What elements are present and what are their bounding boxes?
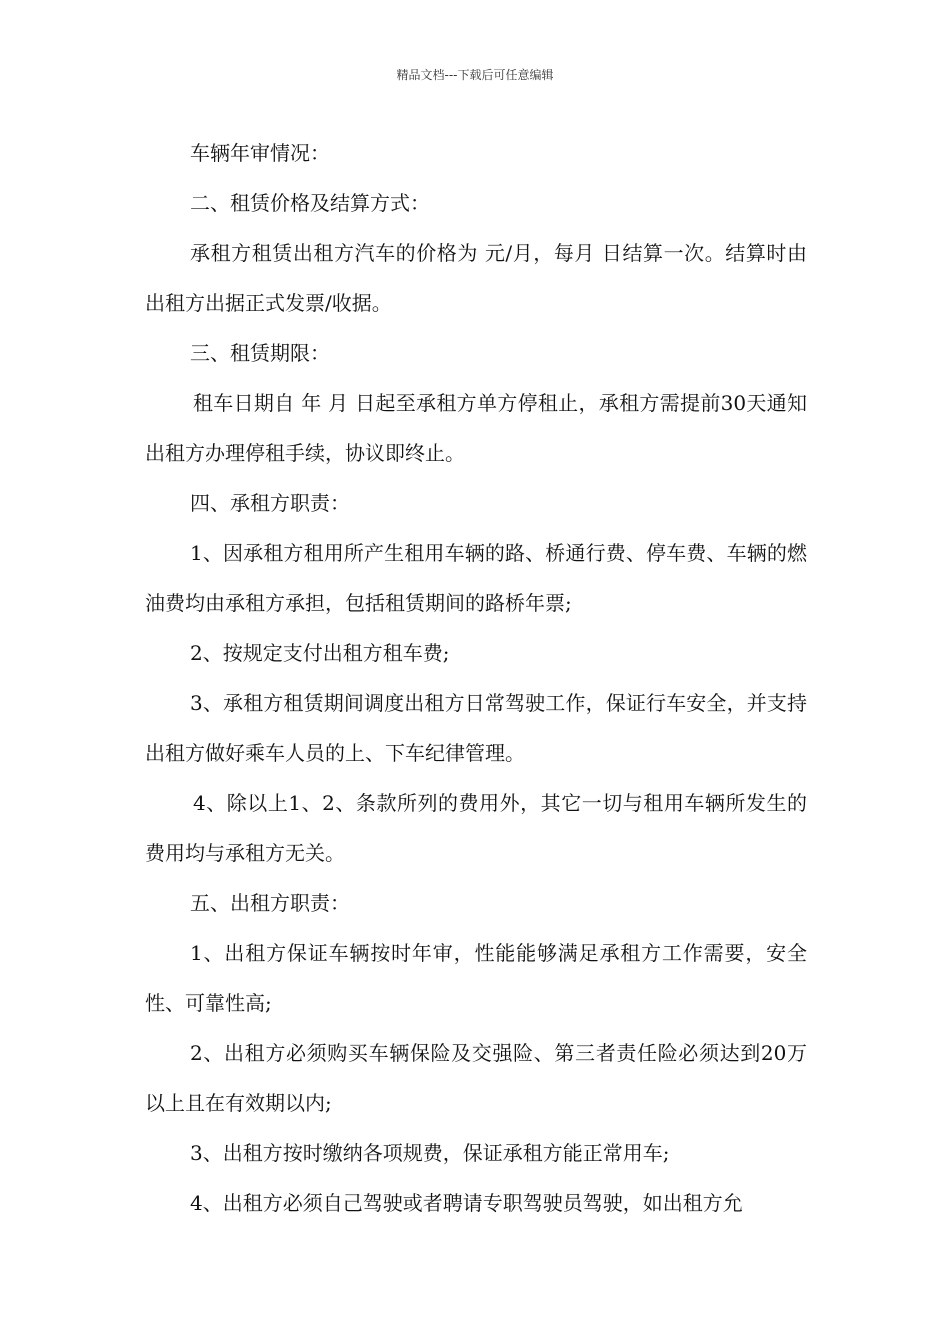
section-heading-lessor-duties: 五、出租方职责： <box>190 891 350 915</box>
paragraph-lessee-duty-2: 2、按规定支付出租方租车费; <box>190 641 450 665</box>
paragraph-term: 租车日期自 年 月 日起至承租方单方停租止，承租方需提前30天通知出租方办理停租手续，协议即终止。 <box>145 391 807 465</box>
section-heading-lessee-duties: 四、承租方职责： <box>190 491 350 515</box>
section-heading-term: 三、租赁期限： <box>190 341 330 365</box>
paragraph-lessee-duty-4: 4、除以上1、2、条款所列的费用外，其它一切与租用车辆所发生的费用均与承租方无关。 <box>145 791 807 865</box>
paragraph-lessor-duty-4: 4、出租方必须自己驾驶或者聘请专职驾驶员驾驶，如出租方允 <box>190 1191 743 1215</box>
paragraph-lessor-duty-3: 3、出租方按时缴纳各项规费，保证承租方能正常用车; <box>190 1141 670 1165</box>
paragraph-lessor-duty-1: 1、出租方保证车辆按时年审，性能能够满足承租方工作需要，安全性、可靠性高; <box>145 941 807 1015</box>
paragraph-lessor-duty-2: 2、出租方必须购买车辆保险及交强险、第三者责任险必须达到20万以上且在有效期以内; <box>145 1041 807 1115</box>
paragraph-inspection-status: 车辆年审情况： <box>190 141 330 165</box>
paragraph-price: 承租方租赁出租方汽车的价格为 元/月，每月 日结算一次。结算时由出租方出据正式发票/收据。 <box>145 241 807 315</box>
paragraph-lessee-duty-3: 3、承租方租赁期间调度出租方日常驾驶工作，保证行车安全，并支持出租方做好乘车人员的上、下车纪律管理。 <box>145 691 807 765</box>
document-body <box>145 128 807 1228</box>
paragraph-lessee-duty-1: 1、因承租方租用所产生租用车辆的路、桥通行费、停车费、车辆的燃油费均由承租方承担，包括租赁期间的路桥年票; <box>145 541 807 615</box>
section-heading-price: 二、租赁价格及结算方式： <box>190 191 430 215</box>
page-header: 精品文档---下载后可任意编辑 <box>396 68 554 82</box>
